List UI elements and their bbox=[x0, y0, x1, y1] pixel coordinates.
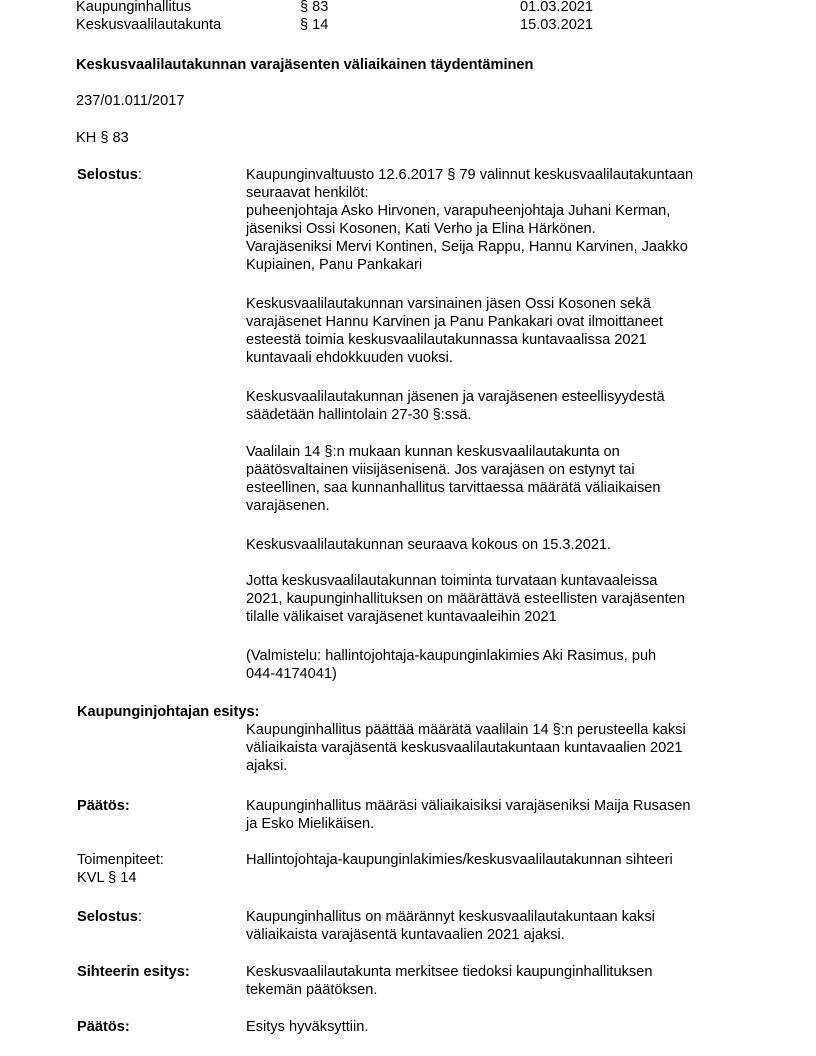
paatos2-label: Päätös: bbox=[77, 1019, 130, 1035]
kvl-reference: KVL § 14 bbox=[77, 870, 137, 886]
text-line: Kaupunginhallitus päättää määrätä vaalilain 14 §:n perusteella kaksi bbox=[246, 722, 686, 738]
text-line: puheenjohtaja Asko Hirvonen, varapuheenjohtaja Juhani Kerman, bbox=[246, 203, 671, 219]
text-line: varajäsenet Hannu Karvinen ja Panu Pankakari ovat ilmoittaneet bbox=[246, 314, 663, 330]
header-section: § 14 bbox=[300, 17, 329, 33]
selostus-paragraph bbox=[246, 536, 746, 554]
esitys-label: Kaupunginjohtajan esitys: bbox=[77, 704, 260, 720]
text-line: jäseniksi Ossi Kosonen, Kati Verho ja Elina Härkönen. bbox=[246, 221, 596, 237]
text-line: kuntavaali ehdokkuuden vuoksi. bbox=[246, 350, 453, 366]
selostus-body bbox=[246, 166, 746, 274]
text-line: tilalle välikaiset varajäsenet kuntavaaleihin 2021 bbox=[246, 609, 557, 625]
text-line: Kupiainen, Panu Pankakari bbox=[246, 257, 423, 273]
text-line: 2021, kaupunginhallituksen on määrättävä esteellisten varajäsenten bbox=[246, 591, 685, 607]
text-line: Keskusvaalilautakunnan varsinainen jäsen Ossi Kosonen sekä bbox=[246, 296, 651, 312]
selostus-paragraph bbox=[246, 443, 746, 515]
text-line: ja Esko Mielikäisen. bbox=[246, 816, 375, 832]
text-line: Vaalilain 14 §:n mukaan kunnan keskusvaalilautakunta on bbox=[246, 444, 620, 460]
text-line: päätösvaltainen viisijäsenisenä. Jos varajäsen on estynyt tai bbox=[246, 462, 635, 478]
selostus-paragraph bbox=[246, 647, 746, 683]
sihteeri-body bbox=[246, 963, 746, 999]
text-line: Keskusvaalilautakunta merkitsee tiedoksi kaupunginhallituksen bbox=[246, 964, 653, 980]
text-line: Kaupunginhallitus on määrännyt keskusvaalilautakuntaan kaksi bbox=[246, 909, 655, 925]
text-line: tekemän päätöksen. bbox=[246, 982, 378, 998]
selostus-paragraph bbox=[246, 388, 746, 424]
sihteeri-label: Sihteerin esitys: bbox=[77, 964, 190, 980]
header-body-name: Keskusvaalilautakunta bbox=[76, 17, 222, 33]
paatos2-body bbox=[246, 1018, 746, 1036]
text-line: väliaikaista varajäsentä keskusvaalilautakuntaan kuntavaalien 2021 bbox=[246, 740, 683, 756]
text-line: esteellinen, saa kunnanhallitus tarvittaessa määrätä väliaikaisen bbox=[246, 480, 661, 496]
text-line: väliaikaista varajäsentä kuntavaalien 2021 ajaksi. bbox=[246, 927, 565, 943]
text-line: säädetään hallintolain 27-30 §:ssä. bbox=[246, 407, 472, 423]
text-line: seuraavat henkilöt: bbox=[246, 185, 369, 201]
record-number: 237/01.011/2017 bbox=[76, 93, 185, 109]
esitys-body bbox=[246, 721, 746, 775]
header-date: 15.03.2021 bbox=[520, 17, 594, 33]
toimenpiteet-label: Toimenpiteet: bbox=[77, 852, 164, 868]
document-title: Keskusvaalilautakunnan varajäsenten väliaikainen täydentäminen bbox=[76, 57, 534, 73]
text-line: Esitys hyväksyttiin. bbox=[246, 1019, 369, 1035]
paatos-label: Päätös: bbox=[77, 798, 130, 814]
text-line: 044-4174041) bbox=[246, 666, 337, 682]
header-date: 01.03.2021 bbox=[520, 0, 594, 15]
text-line: (Valmistelu: hallintojohtaja-kaupunginlakimies Aki Rasimus, puh bbox=[246, 648, 657, 664]
text-line: Keskusvaalilautakunnan jäsenen ja varajäsenen esteellisyydestä bbox=[246, 389, 665, 405]
header-body-name: Kaupunginhallitus bbox=[76, 0, 192, 15]
text-line: varajäsenen. bbox=[246, 498, 330, 514]
text-line: Kaupunginhallitus määräsi väliaikaisiksi varajäseniksi Maija Rusasen bbox=[246, 798, 691, 814]
text-line: esteestä toimia keskusvaalilautakunnassa kuntavaalissa 2021 bbox=[246, 332, 647, 348]
selostus2-body bbox=[246, 908, 746, 944]
selostus2-label: Selostus: bbox=[77, 909, 142, 925]
text-line: Kaupunginvaltuusto 12.6.2017 § 79 valinnut keskusvaalilautakuntaan bbox=[246, 167, 694, 183]
selostus-paragraph bbox=[246, 572, 746, 626]
header-section: § 83 bbox=[300, 0, 329, 15]
paatos-body bbox=[246, 797, 746, 833]
text-line: Jotta keskusvaalilautakunnan toiminta turvataan kuntavaaleissa bbox=[246, 573, 658, 589]
text-line: Varajäseniksi Mervi Kontinen, Seija Rappu, Hannu Karvinen, Jaakko bbox=[246, 239, 688, 255]
kh-reference: KH § 83 bbox=[76, 130, 129, 146]
selostus-paragraph bbox=[246, 295, 746, 367]
toimenpiteet-text: Hallintojohtaja-kaupunginlakimies/keskusvaalilautakunnan sihteeri bbox=[246, 852, 673, 868]
text-line: ajaksi. bbox=[246, 758, 288, 774]
text-line: Keskusvaalilautakunnan seuraava kokous on 15.3.2021. bbox=[246, 537, 612, 553]
selostus-label: Selostus: bbox=[77, 167, 142, 183]
